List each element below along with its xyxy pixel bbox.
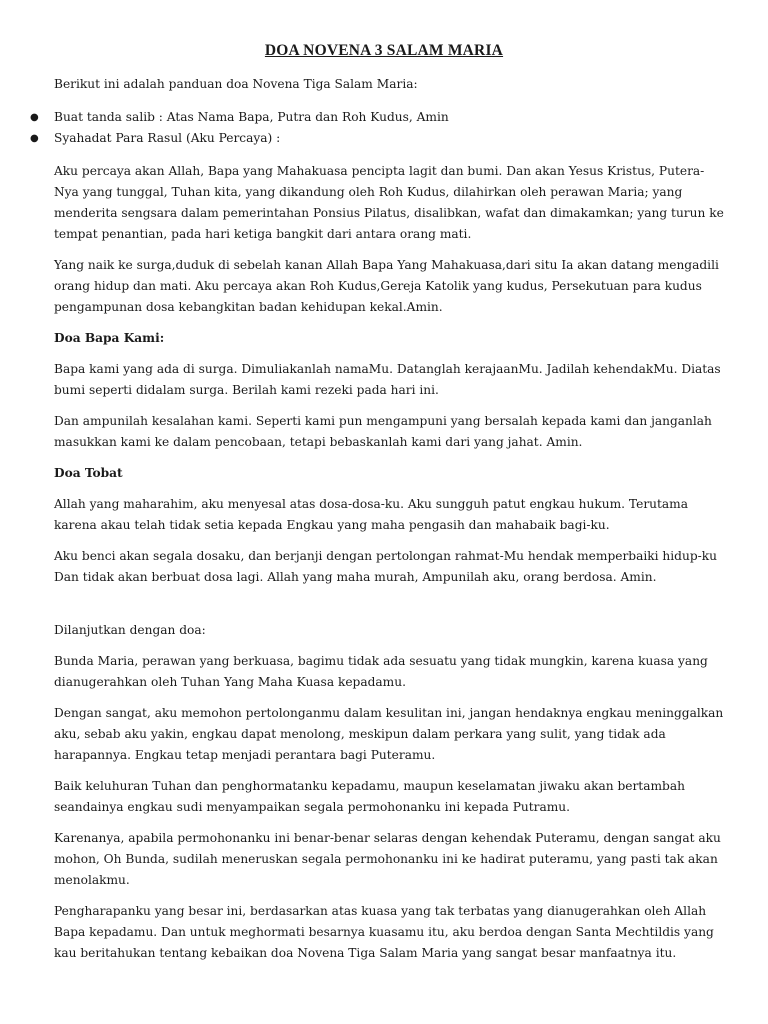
creed-paragraph: Yang naik ke surga,duduk di sebelah kanan Allah Bapa Yang Mahakuasa,dari situ Ia akan datang mengadili orang hidup dan mati. Aku percaya akan Roh Kudus,Gereja Katolik yang kudus, Persekutuan para kudus pengampunan dosa kebangkitan badan kehidupan kekal.Amin. (54, 258, 719, 314)
our-father-heading: Doa Bapa Kami: (54, 331, 165, 345)
bullet-icon: ● (30, 133, 39, 144)
creed-paragraph: Aku percaya akan Allah, Bapa yang Mahakuasa pencipta lagit dan bumi. Dan akan Yesus Kristus, Putera-Nya yang tunggal, Tuhan kita, yang dikandung oleh Roh Kudus, dilahirkan oleh perawan Maria; yang menderita sengsara dalam pemerintahan Ponsius Pilatus, disalibkan, wafat dan dimakamkan; yang turun ke tempat penantian, pada hari ketiga bangkit dari antara orang mati. (54, 164, 724, 241)
continued-paragraph: Bunda Maria, perawan yang berkuasa, bagimu tidak ada sesuatu yang tidak mungkin, karena kuasa yang dianugerahkan oleh Tuhan Yang Maha Kuasa kepadamu. (54, 654, 708, 689)
our-father-paragraph: Dan ampunilah kesalahan kami. Seperti kami pun mengampuni yang bersalah kepada kami dan janganlah masukkan kami ke dalam pencobaan, tetapi bebaskanlah kami dari yang jahat. Amin. (54, 414, 712, 449)
bullet-icon: ● (30, 112, 39, 123)
intro-text: Berikut ini adalah panduan doa Novena Tiga Salam Maria: (54, 77, 418, 91)
contrition-paragraph: Aku benci akan segala dosaku, dan berjanji dengan pertolongan rahmat-Mu hendak memperbaiki hidup-ku Dan tidak akan berbuat dosa lagi. Allah yang maha murah, Ampunilah aku, orang berdosa. Amin. (54, 549, 717, 584)
list-item (30, 128, 726, 149)
list-item-text: Buat tanda salib : Atas Nama Bapa, Putra dan Roh Kudus, Amin (54, 110, 449, 124)
list-item (30, 107, 726, 128)
contrition-heading: Doa Tobat (54, 466, 123, 480)
section-spacer (54, 598, 726, 620)
continued-paragraph: Dengan sangat, aku memohon pertolonganmu dalam kesulitan ini, jangan hendaknya engkau meninggalkan aku, sebab aku yakin, engkau dapat menolong, meskipun dalam perkara yang sulit, yang tidak ada harapannya. Engkau tetap menjadi perantara bagi Puteramu. (54, 706, 724, 762)
continued-paragraph: Karenanya, apabila permohonanku ini benar-benar selaras dengan kehendak Puteramu, dengan sangat aku mohon, Oh Bunda, sudilah meneruskan segala permohonanku ini ke hadirat puteramu, yang pasti tak akan menolakmu. (54, 831, 721, 887)
contrition-paragraph: Allah yang maharahim, aku menyesal atas dosa-dosa-ku. Aku sungguh patut engkau hukum. Terutama karena akau telah tidak setia kepada Engkau yang maha pengasih dan mahabaik bagi-ku. (54, 497, 688, 532)
document-title: DOA NOVENA 3 SALAM MARIA (264, 42, 504, 59)
document-body (30, 74, 726, 974)
continued-paragraph: Baik keluhuran Tuhan dan penghormatanku kepadamu, maupun keselamatan jiwaku akan bertambah seandainya engkau sudi menyampaikan segala permohonanku ini kepada Putramu. (54, 779, 685, 814)
bullet-list (30, 107, 726, 149)
list-item-text: Syahadat Para Rasul (Aku Percaya) : (54, 131, 281, 145)
continued-intro: Dilanjutkan dengan doa: (54, 623, 206, 637)
our-father-paragraph: Bapa kami yang ada di surga. Dimuliakanlah namaMu. Datanglah kerajaanMu. Jadilah kehendakMu. Diatas bumi seperti didalam surga. Berilah kami rezeki pada hari ini. (54, 362, 721, 397)
continued-paragraph: Pengharapanku yang besar ini, berdasarkan atas kuasa yang tak terbatas yang dianugerahkan oleh Allah Bapa kepadamu. Dan untuk meghormati besarnya kuasamu itu, aku berdoa dengan Santa Mechtildis yang kau beritahukan tentang kebaikan doa Novena Tiga Salam Maria yang sangat besar manfaatnya itu. (54, 904, 714, 960)
